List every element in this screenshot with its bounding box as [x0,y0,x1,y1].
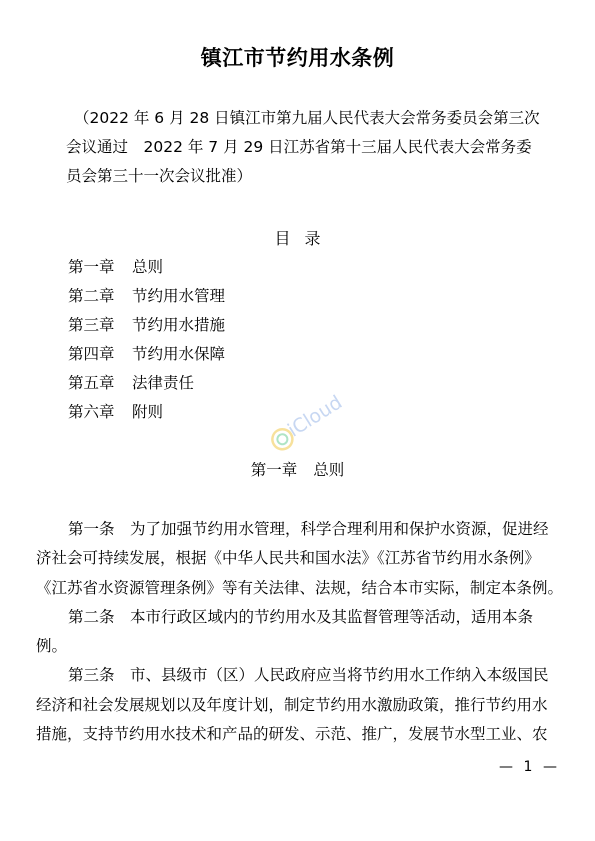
cloud-watermark-logo [258,385,350,457]
article-line: 措施，支持节约用水技术和产品的研发、示范、推广，发展节水型工业、农 [36,725,548,744]
document-title: 镇江市节约用水条例 [200,45,395,70]
toc-item-number: 第六章 [68,403,115,421]
toc-item [68,253,225,282]
toc-item-title: 总则 [132,258,164,276]
article-line: 第三条 市、县级市（区）人民政府应当将节约用水工作纳入本级国民 [68,666,549,685]
toc-item-title: 附则 [132,403,164,421]
watermark-ring-inner [275,432,289,446]
toc-item-title: 节约用水保障 [132,345,226,363]
toc-heading: 目录 [274,229,335,248]
article-line: 济社会可持续发展，根据《中华人民共和国水法》《江苏省节约用水条例》 [36,549,540,568]
toc-item [68,369,225,398]
page-number-dash: — [499,759,513,775]
toc-item [68,311,225,340]
toc-item-number: 第一章 [68,258,115,276]
page-number [495,759,561,775]
article-line: 例。 [36,637,68,656]
toc-item-title: 节约用水管理 [132,287,226,305]
cloud-logo-icon [267,391,347,453]
chapter-heading-number: 第一章 [250,461,298,479]
table-of-contents [68,253,225,427]
chapter-body [36,515,564,749]
article-line: 第二条 本市行政区域内的节约用水及其监督管理等活动，适用本条 [68,607,534,626]
toc-item-number: 第五章 [68,374,115,392]
chapter-heading-title: 总则 [313,461,345,479]
toc-item-number: 第三章 [68,316,115,334]
toc-item [68,282,225,311]
chapter-heading [0,458,595,480]
watermark-text: iCloud [283,391,347,442]
page-number-dash: — [543,759,557,775]
preamble-line: 员会第三十一次会议批准） [66,167,253,185]
toc-item-title: 法律责任 [132,374,195,392]
toc-item [68,398,225,427]
article-line: 《江苏省水资源管理条例》等有关法律、法规，结合本市实际，制定本条例。 [36,578,564,597]
toc-item-number: 第二章 [68,287,115,305]
toc-item-number: 第四章 [68,345,115,363]
toc-item [68,340,225,369]
preamble-line: （2022 年 6 月 28 日镇江市第九届人民代表大会常务委员会第三次 [74,109,540,127]
article-line: 第一条 为了加强节约用水管理，科学合理利用和保护水资源，促进经 [68,520,549,538]
toc-item-title: 节约用水措施 [132,316,226,334]
preamble [66,104,540,191]
article-line: 经济和社会发展规划以及年度计划，制定节约用水激励政策，推行节约用水 [36,695,548,714]
page-number-value: 1 [523,759,533,775]
preamble-line: 会议通过 2022 年 7 月 29 日江苏省第十三届人民代表大会常务委 [66,138,532,156]
